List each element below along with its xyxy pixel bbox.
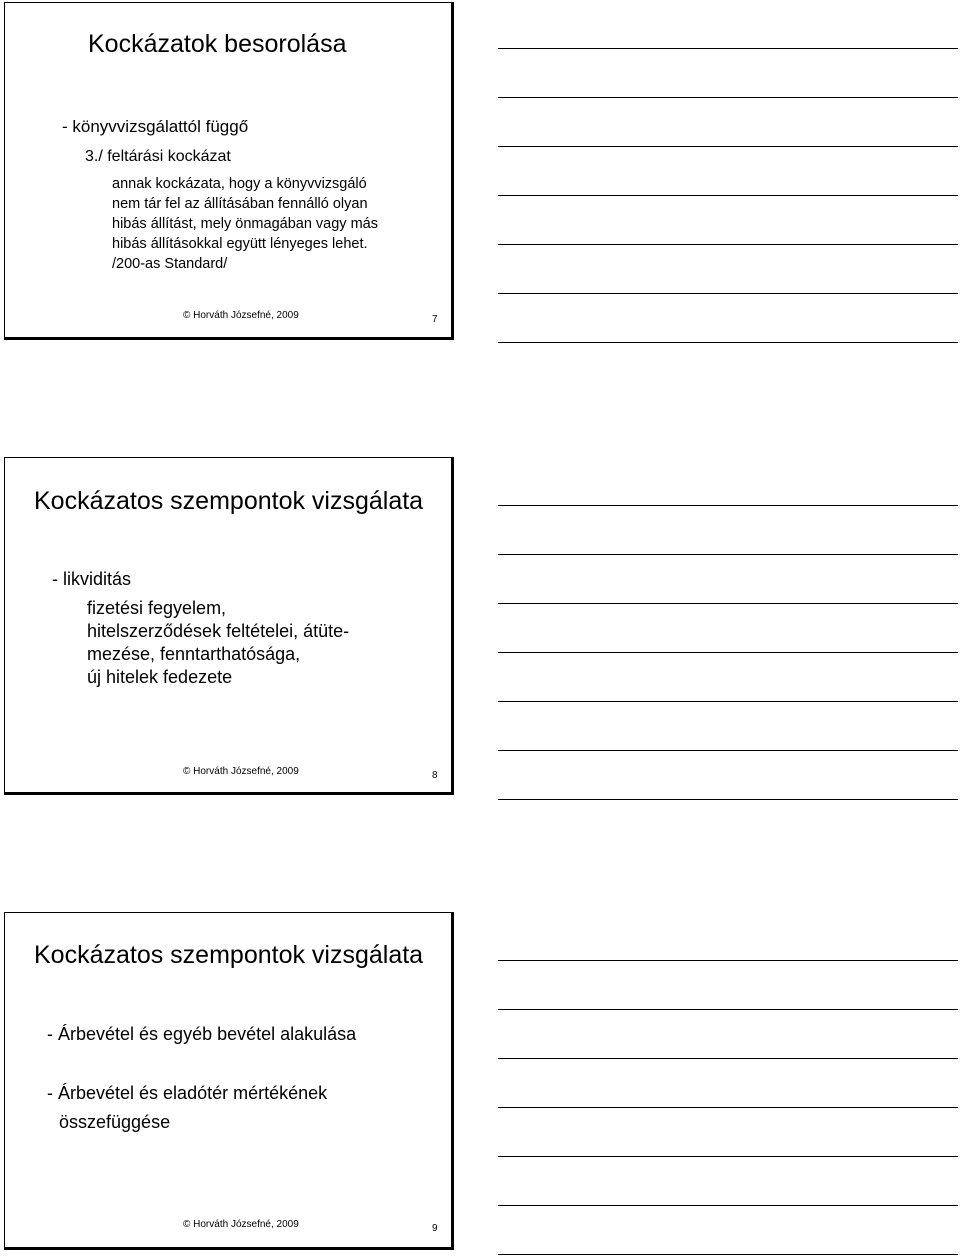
- slide-number: 7: [432, 314, 438, 325]
- note-line: [498, 505, 958, 506]
- note-line: [498, 342, 958, 343]
- note-line: [498, 146, 958, 147]
- slide-8: [4, 457, 454, 795]
- slide-footer: © Horváth Józsefné, 2009: [183, 310, 299, 321]
- note-line: [498, 1009, 958, 1010]
- slide-bullet-continuation: összefüggése: [59, 1112, 171, 1132]
- body-line: hitelszerződések feltételei, átüte-: [87, 621, 350, 641]
- slide-bullet: - Árbevétel és eladótér mértékének: [47, 1083, 328, 1103]
- slide-title: Kockázatos szempontok vizsgálata: [34, 941, 424, 969]
- body-line: fizetési fegyelem,: [87, 598, 227, 618]
- slide-number: 8: [432, 770, 438, 781]
- note-line: [498, 48, 958, 49]
- body-line: mezése, fenntarthatósága,: [87, 644, 301, 664]
- note-line: [498, 1058, 958, 1059]
- slide-number: 9: [432, 1223, 438, 1234]
- note-line: [498, 1107, 958, 1108]
- note-line: [498, 652, 958, 653]
- body-line: új hitelek fedezete: [87, 667, 233, 687]
- note-line: [498, 960, 958, 961]
- slide-9: [4, 912, 454, 1250]
- body-line: nem tár fel az állításában fennálló olyan: [112, 196, 368, 212]
- body-line: annak kockázata, hogy a könyvvizsgáló: [112, 176, 367, 192]
- slide-footer: © Horváth Józsefné, 2009: [183, 766, 299, 777]
- note-line: [498, 293, 958, 294]
- slide-7: [4, 2, 454, 340]
- note-line: [498, 799, 958, 800]
- note-line: [498, 195, 958, 196]
- note-line: [498, 1156, 958, 1157]
- note-line: [498, 603, 958, 604]
- body-line: hibás állítást, mely önmagában vagy más: [112, 216, 378, 232]
- slide-bullet: - likviditás: [52, 569, 132, 589]
- note-line: [498, 1205, 958, 1206]
- note-line: [498, 750, 958, 751]
- note-line: [498, 701, 958, 702]
- note-line: [498, 1254, 958, 1255]
- slide-bullet: - könyvvizsgálattól függő: [62, 117, 249, 136]
- note-line: [498, 244, 958, 245]
- slide-body: [112, 174, 378, 274]
- slide-body: [87, 597, 349, 689]
- body-line: hibás állításokkal együtt lényeges lehet.: [112, 236, 368, 252]
- slide-title: Kockázatok besorolása: [88, 30, 347, 58]
- note-line: [498, 97, 958, 98]
- slide-title: Kockázatos szempontok vizsgálata: [34, 487, 424, 515]
- note-line: [498, 554, 958, 555]
- slide-footer: © Horváth Józsefné, 2009: [183, 1219, 299, 1230]
- slide-subbullet: 3./ feltárási kockázat: [85, 148, 231, 165]
- slide-bullet: - Árbevétel és egyéb bevétel alakulása: [47, 1024, 357, 1044]
- body-line: /200-as Standard/: [112, 256, 228, 272]
